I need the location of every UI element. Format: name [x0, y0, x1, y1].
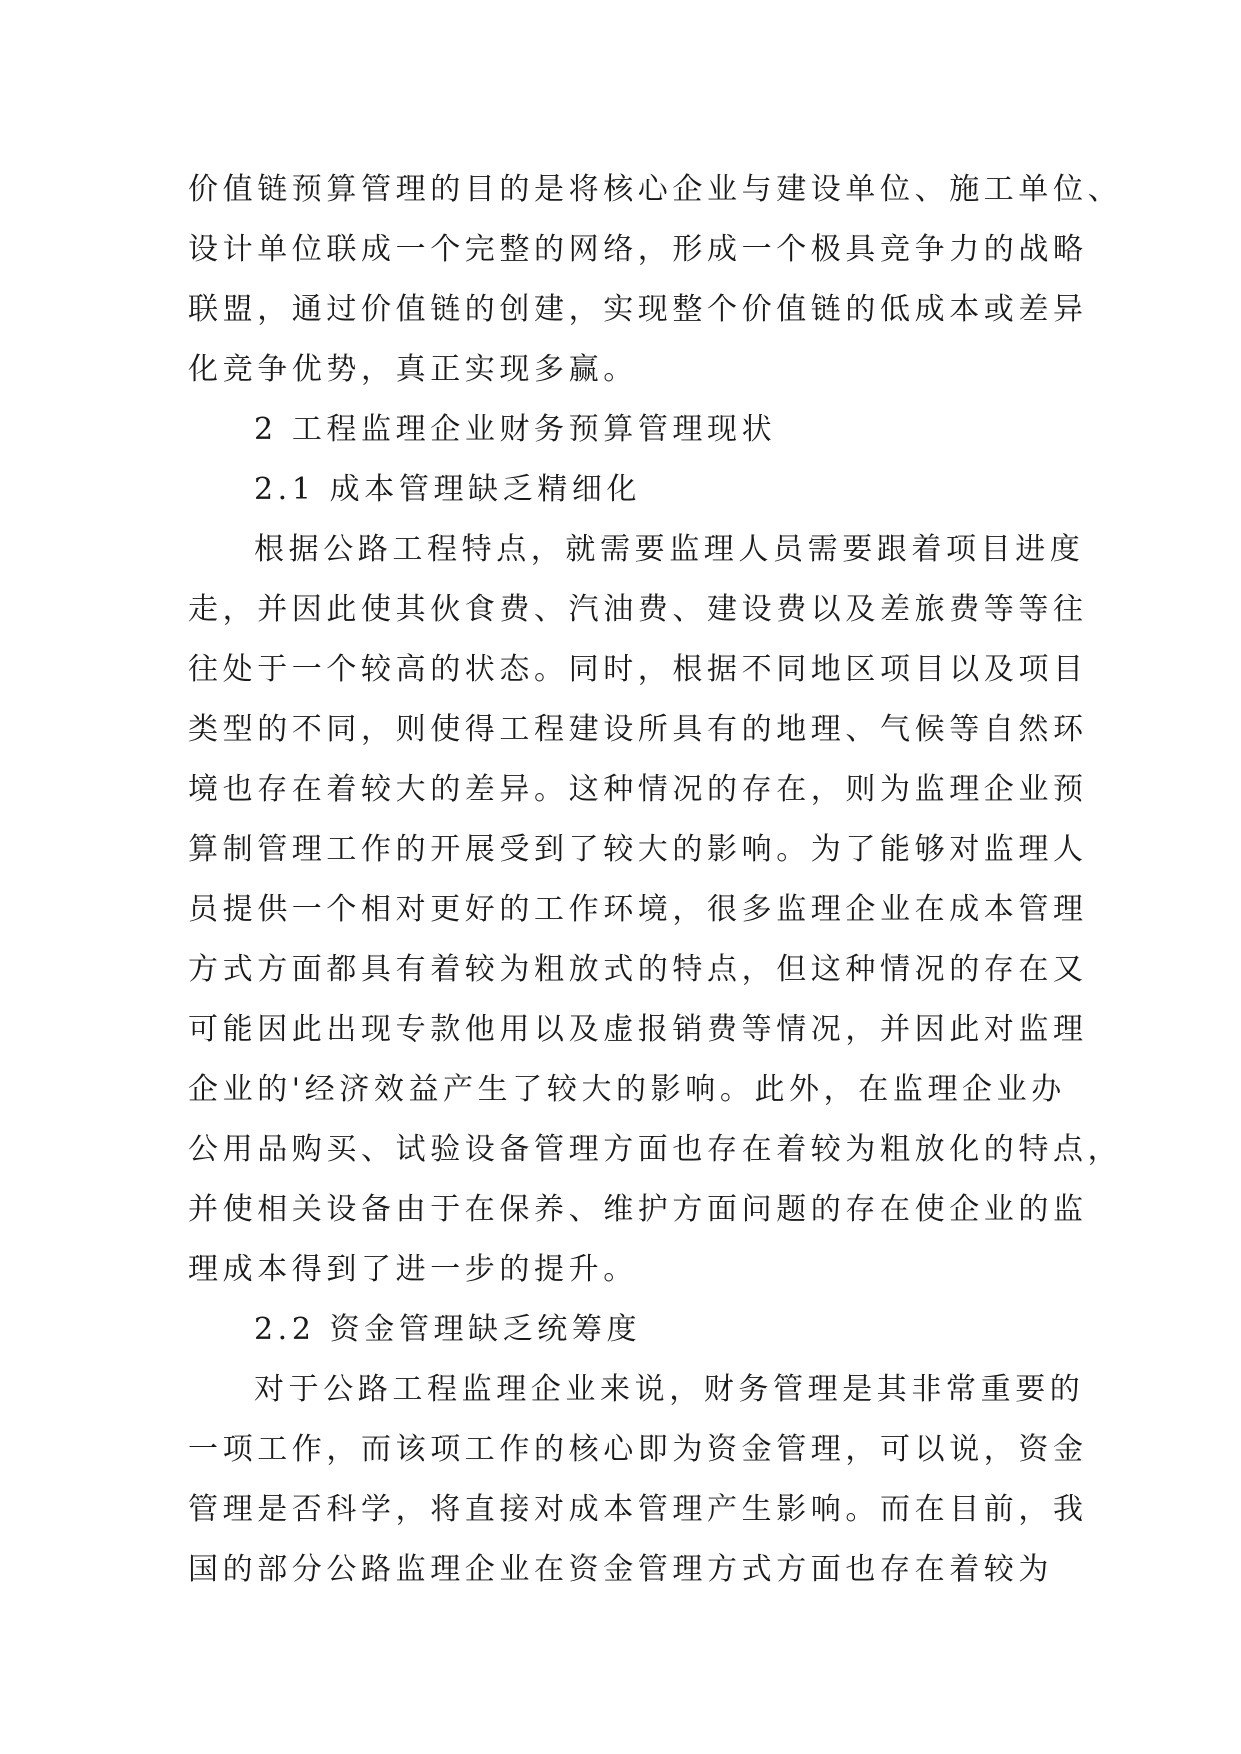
text-line: 设计单位联成一个完整的网络，形成一个极具竞争力的战略: [188, 232, 1088, 267]
text-line: 价值链预算管理的目的是将核心企业与建设单位、施工单位、: [188, 172, 1123, 207]
text-line: 联盟，通过价值链的创建，实现整个价值链的低成本或差异: [188, 292, 1088, 327]
text-line: 类型的不同，则使得工程建设所具有的地理、气候等自然环: [188, 712, 1088, 747]
text-line: 境也存在着较大的差异。这种情况的存在，则为监理企业预: [188, 772, 1088, 807]
document-body: [188, 160, 1123, 1600]
section-heading: 2 工程监理企业财务预算管理现状: [254, 412, 777, 447]
text-line: 走，并因此使其伙食费、汽油费、建设费以及差旅费等等往: [188, 592, 1088, 627]
text-line: 方式方面都具有着较为粗放式的特点，但这种情况的存在又: [188, 952, 1088, 987]
text-line: 并使相关设备由于在保养、维护方面问题的存在使企业的监: [188, 1192, 1088, 1227]
text-line: 管理是否科学，将直接对成本管理产生影响。而在目前，我: [188, 1492, 1088, 1527]
text-line: 根据公路工程特点，就需要监理人员需要跟着项目进度: [254, 532, 1085, 567]
text-line: 国的部分公路监理企业在资金管理方式方面也存在着较为: [188, 1552, 1053, 1587]
text-line: 往处于一个较高的状态。同时，根据不同地区项目以及项目: [188, 652, 1088, 687]
text-line: 对于公路工程监理企业来说，财务管理是其非常重要的: [254, 1372, 1085, 1407]
subsection-heading: 2.1 成本管理缺乏精细化: [254, 472, 642, 507]
text-line: 化竞争优势，真正实现多赢。: [188, 352, 638, 387]
text-line: 理成本得到了进一步的提升。: [188, 1252, 638, 1287]
subsection-heading: 2.2 资金管理缺乏统筹度: [254, 1312, 642, 1347]
text-line: 企业的'经济效益产生了较大的影响。此外，在监理企业办: [188, 1072, 1066, 1107]
text-line: 算制管理工作的开展受到了较大的影响。为了能够对监理人: [188, 832, 1088, 867]
text-line: 公用品购买、试验设备管理方面也存在着较为粗放化的特点，: [188, 1132, 1123, 1167]
text-line: 一项工作，而该项工作的核心即为资金管理，可以说，资金: [188, 1432, 1088, 1467]
text-line: 可能因此出现专款他用以及虚报销费等情况，并因此对监理: [188, 1012, 1088, 1047]
text-line: 员提供一个相对更好的工作环境，很多监理企业在成本管理: [188, 892, 1088, 927]
